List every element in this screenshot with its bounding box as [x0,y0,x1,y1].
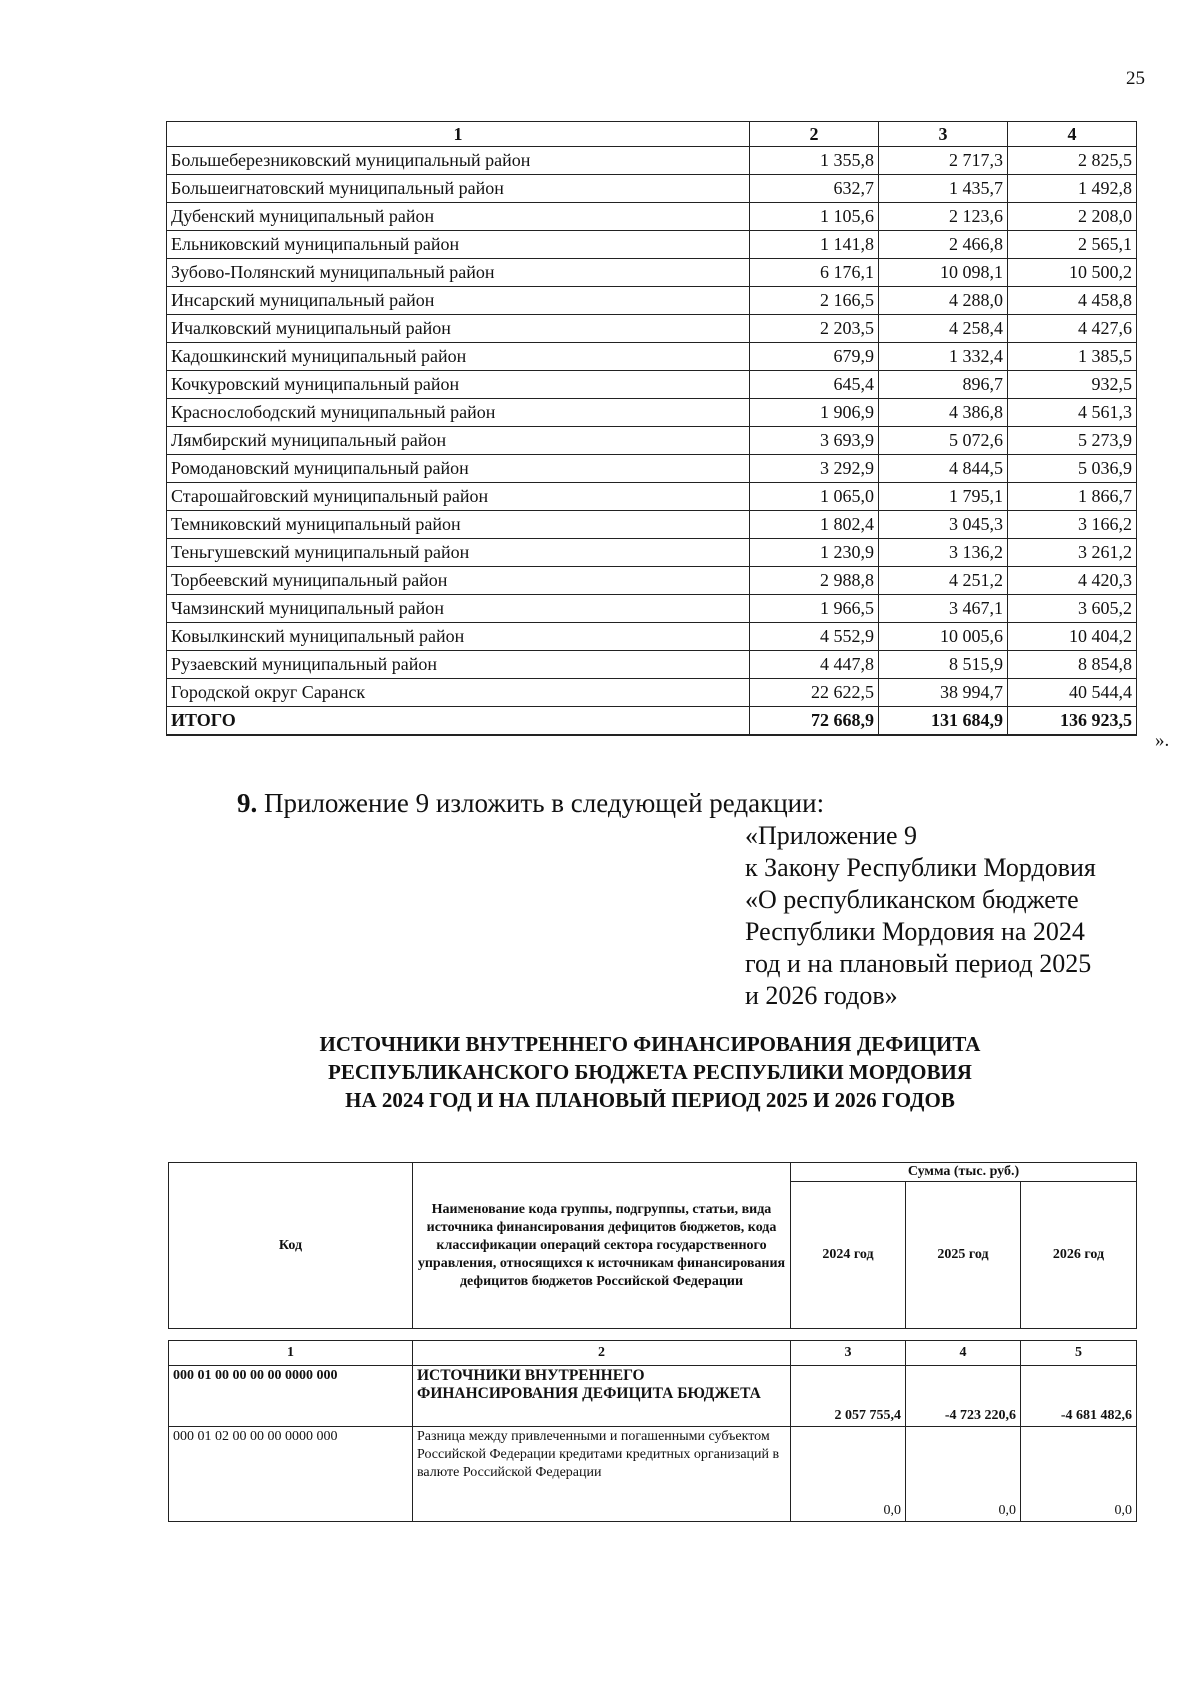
table-row [167,455,1137,483]
value-cell: 1 355,8 [750,147,879,175]
district-name-cell: Ельниковский муниципальный район [167,231,750,259]
value-cell: 3 605,2 [1008,595,1137,623]
total-label: ИТОГО [167,707,750,736]
name-cell: ИСТОЧНИКИ ВНУТРЕННЕГО ФИНАНСИРОВАНИЯ ДЕФИЦИТА БЮДЖЕТА [413,1366,791,1427]
table-row [167,595,1137,623]
value-cell: 3 292,9 [750,455,879,483]
value-cell: 8 854,8 [1008,651,1137,679]
value-cell: 10 005,6 [879,623,1008,651]
sum-header: Сумма (тыс. руб.) [791,1163,1137,1182]
table-row [167,371,1137,399]
value-cell: 1 866,7 [1008,483,1137,511]
value-cell: 3 166,2 [1008,511,1137,539]
column-number: 5 [1021,1341,1137,1366]
table-row [167,147,1137,175]
value-cell: 4 458,8 [1008,287,1137,315]
value-cell: 40 544,4 [1008,679,1137,707]
value-cell: 932,5 [1008,371,1137,399]
value-cell: 4 427,6 [1008,315,1137,343]
column-number-row [169,1341,1137,1366]
district-name-cell: Зубово-Полянский муниципальный район [167,259,750,287]
value-cell: 6 176,1 [750,259,879,287]
title-line: ИСТОЧНИКИ ВНУТРЕННЕГО ФИНАНСИРОВАНИЯ ДЕФИЦИТА [319,1032,981,1056]
year-header: 2024 год [791,1182,906,1329]
page-number: 25 [1126,68,1145,89]
value-cell: 4 251,2 [879,567,1008,595]
table-row [169,1366,1137,1427]
value-cell: 1 141,8 [750,231,879,259]
value-cell: 0,0 [906,1427,1021,1522]
value-cell: 4 258,4 [879,315,1008,343]
value-cell: 2 717,3 [879,147,1008,175]
district-name-cell: Чамзинский муниципальный район [167,595,750,623]
appendix-line: к Закону Республики Мордовия [745,853,1096,882]
column-header: 2 [750,122,879,147]
value-cell: 4 386,8 [879,399,1008,427]
district-name-cell: Большеберезниковский муниципальный район [167,147,750,175]
district-name-cell: Кадошкинский муниципальный район [167,343,750,371]
district-name-cell: Кочкуровский муниципальный район [167,371,750,399]
column-header: 4 [1008,122,1137,147]
point-9 [237,788,824,819]
district-name-cell: Темниковский муниципальный район [167,511,750,539]
code-header: Код [169,1163,413,1329]
table-header-row [167,122,1137,147]
value-cell: 1 435,7 [879,175,1008,203]
value-cell: 1 332,4 [879,343,1008,371]
value-cell: 3 136,2 [879,539,1008,567]
name-cell: Разница между привлеченными и погашенными субъектом Российской Федерации кредитами кредитных организаций в валюте Российской Федерации [413,1427,791,1522]
table-row [167,511,1137,539]
table-row [167,203,1137,231]
point-number: 9. [237,788,258,818]
value-cell: 1 795,1 [879,483,1008,511]
column-header: 3 [879,122,1008,147]
value-cell: 3 467,1 [879,595,1008,623]
total-cell: 72 668,9 [750,707,879,736]
value-cell: 1 065,0 [750,483,879,511]
value-cell: 2 466,8 [879,231,1008,259]
district-name-cell: Инсарский муниципальный район [167,287,750,315]
appendix-line: Республики Мордовия на 2024 [745,917,1085,946]
title-line: НА 2024 ГОД И НА ПЛАНОВЫЙ ПЕРИОД 2025 И 2026 ГОДОВ [345,1088,955,1112]
municipal-table [166,121,1137,736]
point-text: Приложение 9 изложить в следующей редакции: [264,788,825,818]
value-cell: 1 105,6 [750,203,879,231]
name-header: Наименование кода группы, подгруппы, статьи, вида источника финансирования дефицитов бюджетов, кода классификации операций сектора государственного управления, относящихся к источникам финансирования дефицитов бюджетов Российской Федерации [413,1163,791,1329]
column-number: 4 [906,1341,1021,1366]
appendix-line: «О республиканском бюджете [745,885,1079,914]
appendix-line: и 2026 годов» [745,981,898,1010]
table-row [167,343,1137,371]
value-cell: -4 723 220,6 [906,1366,1021,1427]
district-name-cell: Теньгушевский муниципальный район [167,539,750,567]
table-row [167,427,1137,455]
column-number: 2 [413,1341,791,1366]
value-cell: 22 622,5 [750,679,879,707]
value-cell: 3 045,3 [879,511,1008,539]
value-cell: 10 500,2 [1008,259,1137,287]
table-row [167,399,1137,427]
table-row [167,623,1137,651]
value-cell: 0,0 [1021,1427,1137,1522]
total-cell: 136 923,5 [1008,707,1137,736]
value-cell: 1 906,9 [750,399,879,427]
closing-quote: ». [1155,730,1170,751]
year-header: 2026 год [1021,1182,1137,1329]
value-cell: 38 994,7 [879,679,1008,707]
district-name-cell: Краснослободский муниципальный район [167,399,750,427]
appendix-reference [745,820,1165,1012]
appendix-line: год и на плановый период 2025 [745,949,1092,978]
value-cell: 2 203,5 [750,315,879,343]
value-cell: 4 561,3 [1008,399,1137,427]
value-cell: 8 515,9 [879,651,1008,679]
value-cell: 632,7 [750,175,879,203]
value-cell: 1 492,8 [1008,175,1137,203]
value-cell: 2 208,0 [1008,203,1137,231]
table-row [167,679,1137,707]
code-cell: 000 01 02 00 00 00 0000 000 [169,1427,413,1522]
value-cell: 4 844,5 [879,455,1008,483]
district-name-cell: Лямбирский муниципальный район [167,427,750,455]
title-line: РЕСПУБЛИКАНСКОГО БЮДЖЕТА РЕСПУБЛИКИ МОРДОВИЯ [328,1060,972,1084]
code-cell: 000 01 00 00 00 00 0000 000 [169,1366,413,1427]
value-cell: 679,9 [750,343,879,371]
district-name-cell: Старошайговский муниципальный район [167,483,750,511]
table-row [167,259,1137,287]
district-name-cell: Ромодановский муниципальный район [167,455,750,483]
district-name-cell: Рузаевский муниципальный район [167,651,750,679]
value-cell: 3 261,2 [1008,539,1137,567]
value-cell: 2 057 755,4 [791,1366,906,1427]
table-row [167,483,1137,511]
value-cell: 10 404,2 [1008,623,1137,651]
year-header: 2025 год [906,1182,1021,1329]
district-name-cell: Большеигнатовский муниципальный район [167,175,750,203]
district-name-cell: Ичалковский муниципальный район [167,315,750,343]
value-cell: 4 420,3 [1008,567,1137,595]
table-row [167,287,1137,315]
appendix-line: «Приложение 9 [745,821,918,850]
value-cell: 1 230,9 [750,539,879,567]
table-row [169,1427,1137,1522]
sources-table [168,1340,1137,1522]
value-cell: 896,7 [879,371,1008,399]
total-row [167,707,1137,736]
table-row [167,539,1137,567]
column-number: 1 [169,1341,413,1366]
value-cell: 1 802,4 [750,511,879,539]
value-cell: -4 681 482,6 [1021,1366,1137,1427]
value-cell: 4 288,0 [879,287,1008,315]
value-cell: 3 693,9 [750,427,879,455]
value-cell: 5 072,6 [879,427,1008,455]
value-cell: 2 166,5 [750,287,879,315]
column-header: 1 [167,122,750,147]
value-cell: 4 552,9 [750,623,879,651]
value-cell: 2 988,8 [750,567,879,595]
sources-table-header [168,1162,1137,1329]
value-cell: 2 825,5 [1008,147,1137,175]
value-cell: 10 098,1 [879,259,1008,287]
table-row [167,315,1137,343]
district-name-cell: Дубенский муниципальный район [167,203,750,231]
total-cell: 131 684,9 [879,707,1008,736]
document-title [200,1030,1100,1114]
table-row [167,651,1137,679]
table-row [167,567,1137,595]
district-name-cell: Ковылкинский муниципальный район [167,623,750,651]
value-cell: 5 036,9 [1008,455,1137,483]
value-cell: 4 447,8 [750,651,879,679]
table-row [167,175,1137,203]
value-cell: 0,0 [791,1427,906,1522]
column-number: 3 [791,1341,906,1366]
value-cell: 645,4 [750,371,879,399]
value-cell: 5 273,9 [1008,427,1137,455]
district-name-cell: Торбеевский муниципальный район [167,567,750,595]
value-cell: 2 565,1 [1008,231,1137,259]
district-name-cell: Городской округ Саранск [167,679,750,707]
value-cell: 2 123,6 [879,203,1008,231]
value-cell: 1 966,5 [750,595,879,623]
value-cell: 1 385,5 [1008,343,1137,371]
table-row [167,231,1137,259]
